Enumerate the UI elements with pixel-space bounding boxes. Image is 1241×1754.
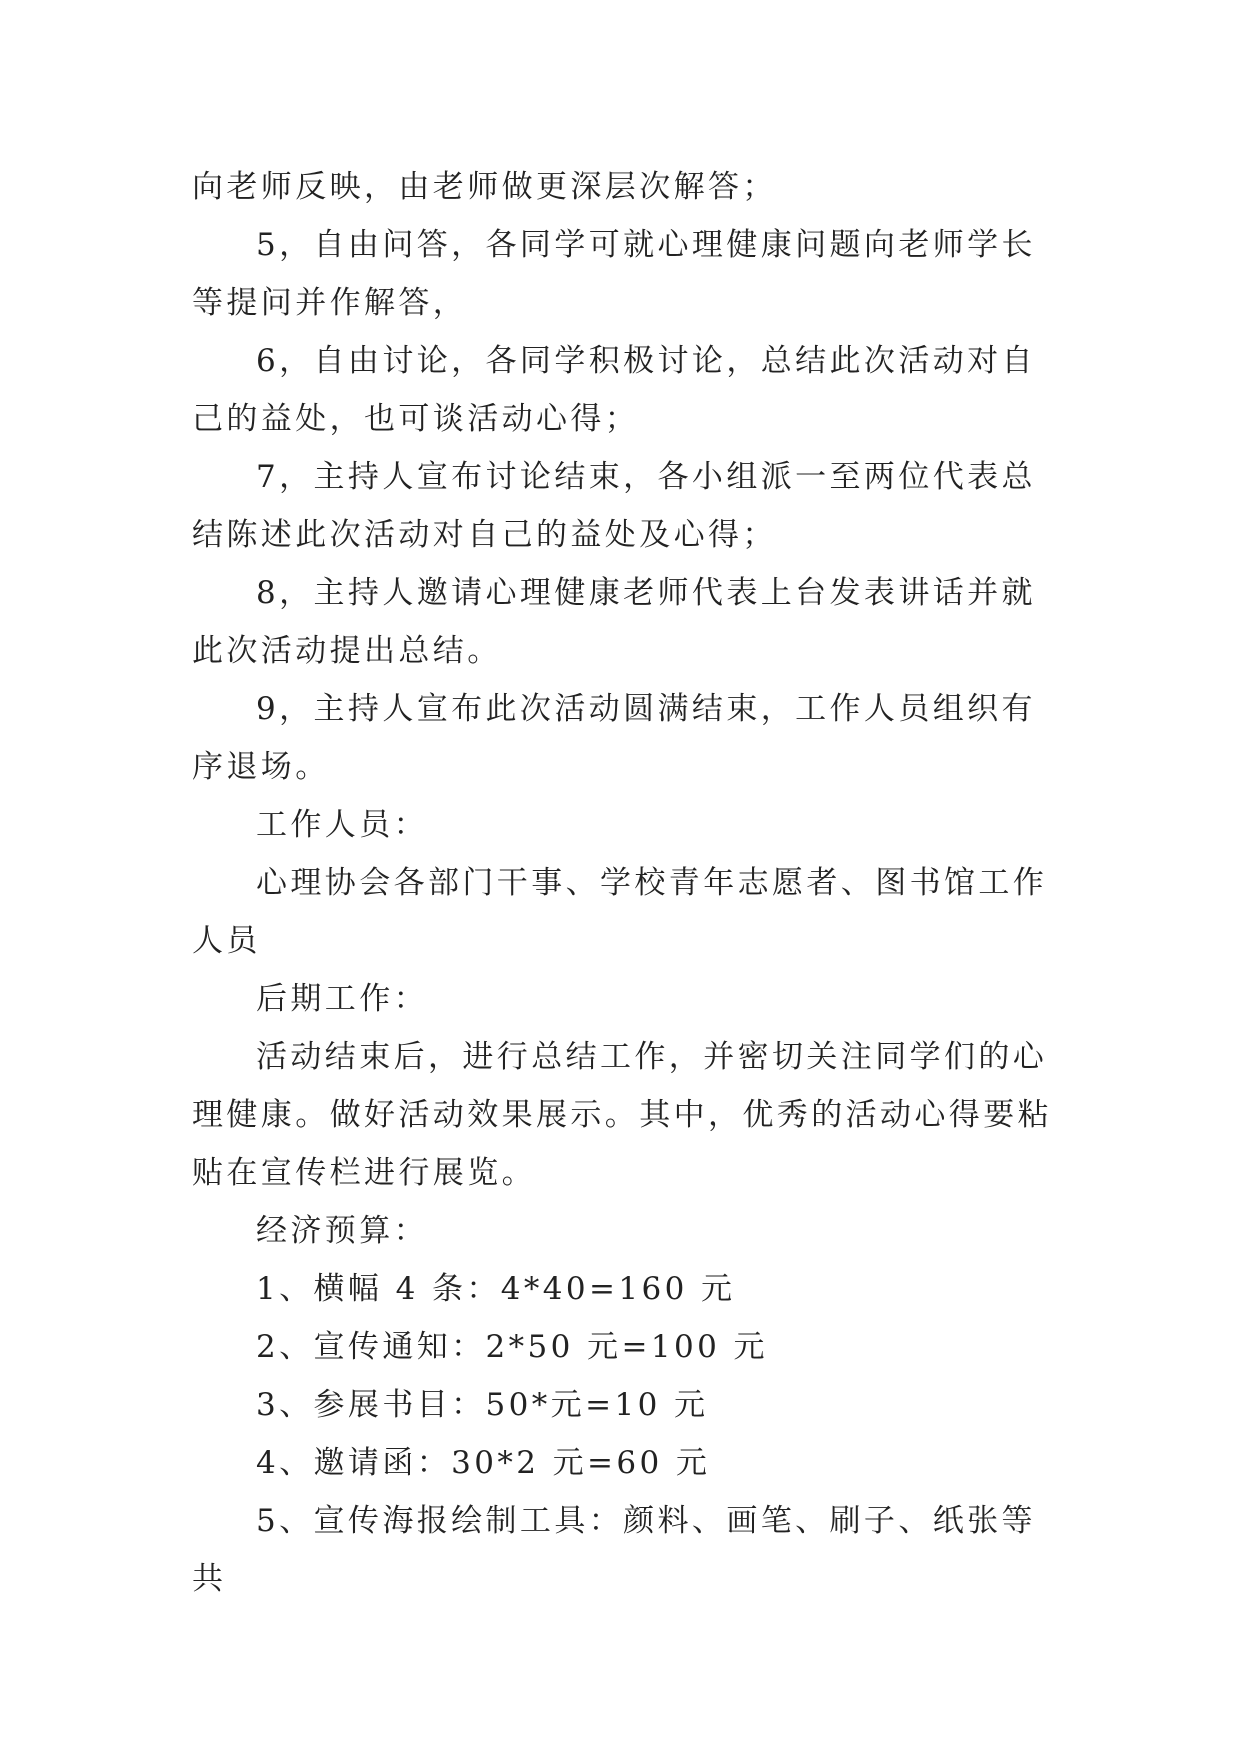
paragraph-item-8: 8，主持人邀请心理健康老师代表上台发表讲话并就此次活动提出总结。 (192, 575, 1036, 669)
document-body (192, 158, 1060, 1608)
paragraph-item-9: 9，主持人宣布此次活动圆满结束，工作人员组织有序退场。 (192, 691, 1036, 785)
budget-item-2: 2、宣传通知：2*50 元=100 元 (256, 1329, 768, 1365)
paragraph-item-6: 6，自由讨论，各同学积极讨论，总结此次活动对自己的益处，也可谈活动心得； (192, 343, 1036, 437)
paragraph-staff: 心理协会各部门干事、学校青年志愿者、图书馆工作人员 (192, 865, 1048, 959)
paragraph-followup: 活动结束后，进行总结工作，并密切关注同学们的心理健康。做好活动效果展示。其中，优秀的活动心得要粘贴在宣传栏进行展览。 (192, 1039, 1052, 1191)
budget-item-4: 4、邀请函：30*2 元=60 元 (256, 1445, 711, 1481)
paragraph-item-5: 5，自由问答，各同学可就心理健康问题向老师学长等提问并作解答， (192, 227, 1036, 321)
budget-item-3: 3、参展书目：50*元=10 元 (256, 1387, 709, 1423)
budget-item-5: 5、宣传海报绘制工具：颜料、画笔、刷子、纸张等共 (192, 1503, 1036, 1597)
paragraph-item-7: 7，主持人宣布讨论结束，各小组派一至两位代表总结陈述此次活动对自己的益处及心得； (192, 459, 1036, 553)
section-heading-budget: 经济预算： (256, 1213, 428, 1249)
section-heading-followup: 后期工作： (256, 981, 428, 1017)
paragraph-continuation: 向老师反映，由老师做更深层次解答； (192, 169, 777, 205)
section-heading-staff: 工作人员： (256, 807, 428, 843)
budget-item-1: 1、横幅 4 条：4*40=160 元 (256, 1271, 736, 1307)
